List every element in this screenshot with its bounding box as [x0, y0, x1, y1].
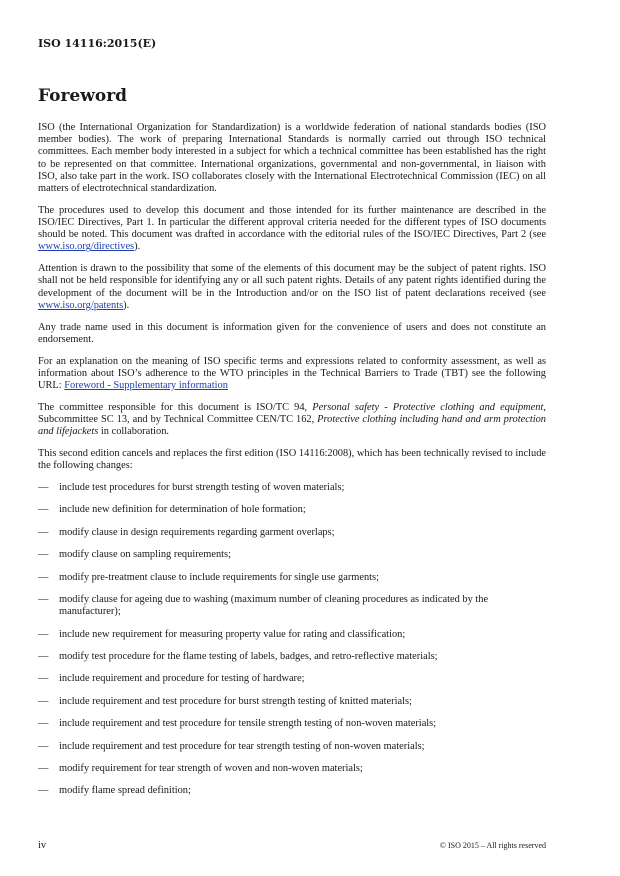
list-item: — include requirement and test procedure for tear strength testing of non-woven materials; [38, 740, 425, 752]
list-item: — include requirement and procedure for testing of hardware; [38, 673, 305, 685]
paragraph-wto: For an explanation on the meaning of ISO specific terms and expressions related to conformity assessment, as well as information about ISO’s adherence to the WTO principles in the Technical Barriers to Trade (TBT) see the following URL: Foreword - Supplementary information [38, 355, 546, 392]
copyright-notice: © ISO 2015 – All rights reserved [439, 841, 546, 850]
directives-link[interactable]: www.iso.org/directives [38, 241, 135, 253]
paragraph-trade-name: Any trade name used in this document is information given for the convenience of users and does not constitute an endorsement. [38, 321, 546, 345]
changes-list [38, 482, 546, 797]
paragraph-committee: The committee responsible for this document is ISO/TC 94, Personal safety - Protective clothing and equipment, Subcommittee SC 13, and by Technical Committee CEN/TC 162, Protective clothing including hand and arm protection and lifejackets in collaboration. [38, 401, 546, 438]
list-item: — include test procedures for burst strength testing of woven materials; [38, 482, 345, 494]
list-item: — modify clause on sampling requirements; [38, 549, 231, 561]
list-item: — modify requirement for tear strength of woven and non-woven materials; [38, 762, 363, 774]
paragraph-patents: Attention is drawn to the possibility that some of the elements of this document may be the subject of patent rights. ISO shall not be held responsible for identifying any or all such patent rights. Details of any patent rights identified during the development of the document will be in the Introduction and/or on the ISO list of patent declarations received (see www.iso.org/patents). [38, 263, 546, 311]
patents-link[interactable]: www.iso.org/patents [38, 299, 124, 311]
list-item: — modify clause for ageing due to washing (maximum number of cleaning procedures as indicated by the manufacturer); [38, 593, 489, 618]
page-number: iv [38, 840, 47, 851]
paragraph-procedures: The procedures used to develop this document and those intended for its further maintenance are described in the ISO/IEC Directives, Part 1. In particular the different approval criteria needed for the different types of ISO documents should be noted. This document was drafted in accordance with the editorial rules of the ISO/IEC Directives, Part 2 (see www.iso.org/directives). [38, 204, 546, 253]
list-item: — modify pre-treatment clause to include requirements for single use garments; [38, 571, 379, 583]
paragraph-edition: This second edition cancels and replaces the first edition (ISO 14116:2008), which has been technically revised to include the following changes: [38, 448, 546, 472]
list-item: — modify test procedure for the flame testing of labels, badges, and retro-reflective materials; [38, 650, 438, 662]
list-item: — modify clause in design requirements regarding garment overlaps; [38, 526, 335, 538]
list-item: — include requirement and test procedure for tensile strength testing of non-woven materials; [38, 718, 437, 730]
paragraph-iso-intro: ISO (the International Organization for Standardization) is a worldwide federation of national standards bodies (ISO member bodies). The work of preparing International Standards is normally carried out through ISO technical committees. Each member body interested in a subject for which a technical committee has been established has the right to be represented on that committee. International organizations, governmental and non-governmental, in liaison with ISO, also take part in the work. ISO collaborates closely with the International Electrotechnical Commission (IEC) on all matters of electrotechnical standardization. [38, 122, 546, 195]
list-item: — include new definition for determination of hole formation; [38, 504, 306, 516]
list-item: — modify flame spread definition; [38, 785, 191, 797]
page-title: Foreword [38, 86, 128, 106]
foreword-body [38, 122, 546, 808]
supplementary-info-link[interactable]: Foreword - Supplementary information [64, 380, 228, 392]
list-item: — include requirement and test procedure for burst strength testing of knitted materials; [38, 695, 412, 707]
standard-id: ISO 14116:2015(E) [38, 37, 157, 50]
list-item: — include new requirement for measuring property value for rating and classification; [38, 628, 406, 640]
